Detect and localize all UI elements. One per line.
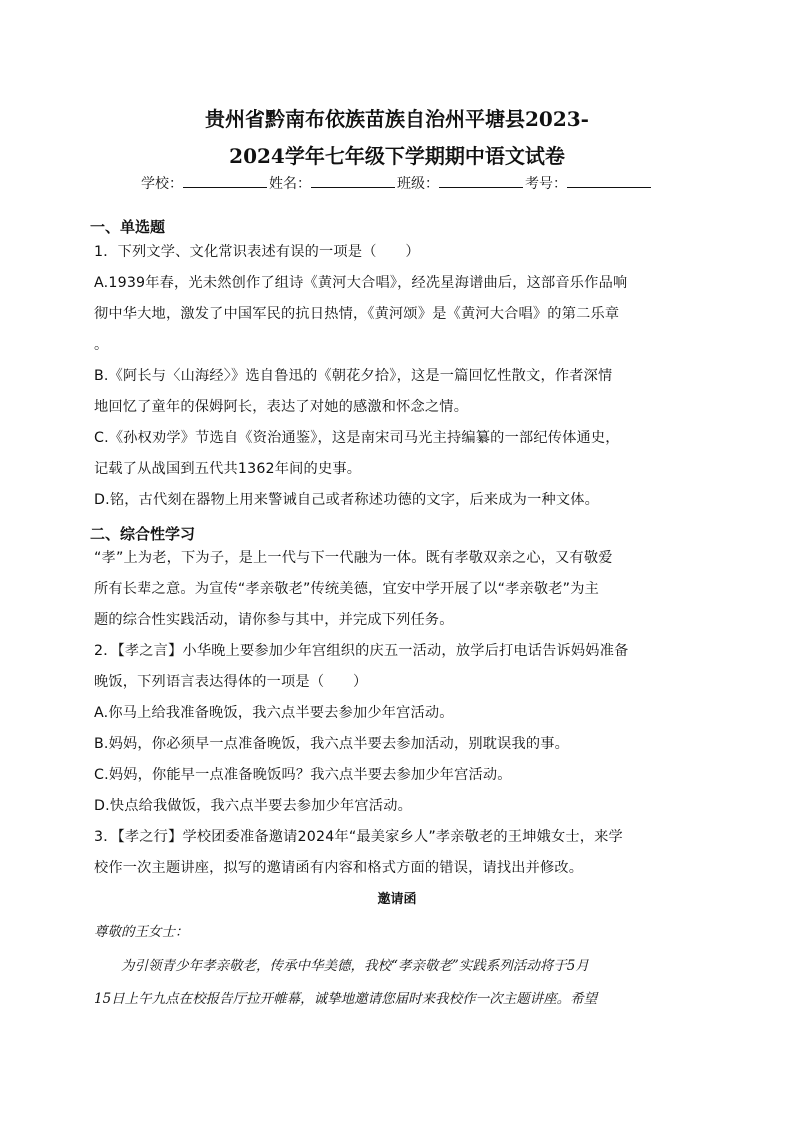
question-line: 晚饭，下列语言表达得体的一项是（ ） [94,674,368,690]
option-line: C.《孙权劝学》节选自《资治通鉴》，这是南宋司马光主持编纂的一部纪传体通史， [94,430,620,446]
invitation-body-line: 为引领青少年孝亲敬老，传承中华美德，我校“孝亲敬老”实践系列活动将于5月 [94,958,589,974]
class-blank [439,173,523,188]
school-blank [183,173,267,188]
school-label: 学校： [141,176,183,192]
option-line: B.妈妈，你必须早一点准备晚饭，我六点半要去参加活动，别耽误我的事。 [94,736,570,752]
option-line: A.1939年春，光未然创作了组诗《黄河大合唱》，经冼星海谱曲后，这部音乐作品响 [94,275,628,291]
exam-no-blank [567,173,651,188]
passage-line: “孝”上为老，下为子，是上一代与下一代融为一体。既有孝敬双亲之心，又有敬爱 [94,550,613,566]
option-line: D.铭，古代刻在器物上用来警诫自己或者称述功德的文字，后来成为一种文体。 [94,492,600,508]
exam-title-line2: 2024学年七年级下学期期中语文试卷 [229,144,565,168]
option-line: B.《阿长与〈山海经〉》选自鲁迅的《朝花夕拾》，这是一篇回忆性散文，作者深情 [94,368,613,384]
option-line: D.快点给我做饭，我六点半要去参加少年宫活动。 [94,798,412,814]
student-info-row [60,173,734,193]
passage-line: 题的综合性实践活动，请你参与其中，并完成下列任务。 [94,612,454,628]
option-line: 。 [94,337,109,353]
invitation-title: 邀请函 [377,892,417,907]
option-line: 地回忆了童年的保姆阿长，表达了对她的感激和怀念之情。 [94,399,469,415]
option-line: A.你马上给我准备晚饭，我六点半要去参加少年宫活动。 [94,705,454,721]
section-heading-single-choice: 一、单选题 [90,218,166,236]
exam-no-label: 考号： [525,176,567,192]
option-line: 记载了从战国到五代共1362年间的史事。 [94,461,362,477]
question-line: 3．【孝之行】学校团委准备邀请2024年“最美家乡人”孝亲敬老的王坤娥女士，来学 [94,829,623,845]
name-label: 姓名： [269,176,311,192]
name-blank [311,173,395,188]
question-line: 1．下列文学、文化常识表述有误的一项是（ ） [94,244,420,260]
section-heading-integrated-study: 二、综合性学习 [90,525,196,543]
class-label: 班级： [397,176,439,192]
invitation-salutation: 尊敬的王女士： [94,924,189,940]
passage-line: 所有长辈之意。为宣传“孝亲敬老”传统美德，宜安中学开展了以“孝亲敬老”为主 [94,581,599,597]
invitation-body-line: 15日上午九点在校报告厅拉开帷幕，诚挚地邀请您届时来我校作一次主题讲座。希望 [94,991,598,1007]
question-line: 2．【孝之言】小华晚上要参加少年宫组织的庆五一活动，放学后打电话告诉妈妈准备 [94,643,629,659]
question-line: 校作一次主题讲座，拟写的邀请函有内容和格式方面的错误，请找出并修改。 [94,860,584,876]
exam-title-line1: 贵州省黔南布依族苗族自治州平塘县2023- [205,107,589,131]
option-line: 彻中华大地，激发了中国军民的抗日热情，《黄河颂》是《黄河大合唱》的第二乐章 [94,306,620,322]
option-line: C.妈妈，你能早一点准备晚饭吗？我六点半要去参加少年宫活动。 [94,767,512,783]
